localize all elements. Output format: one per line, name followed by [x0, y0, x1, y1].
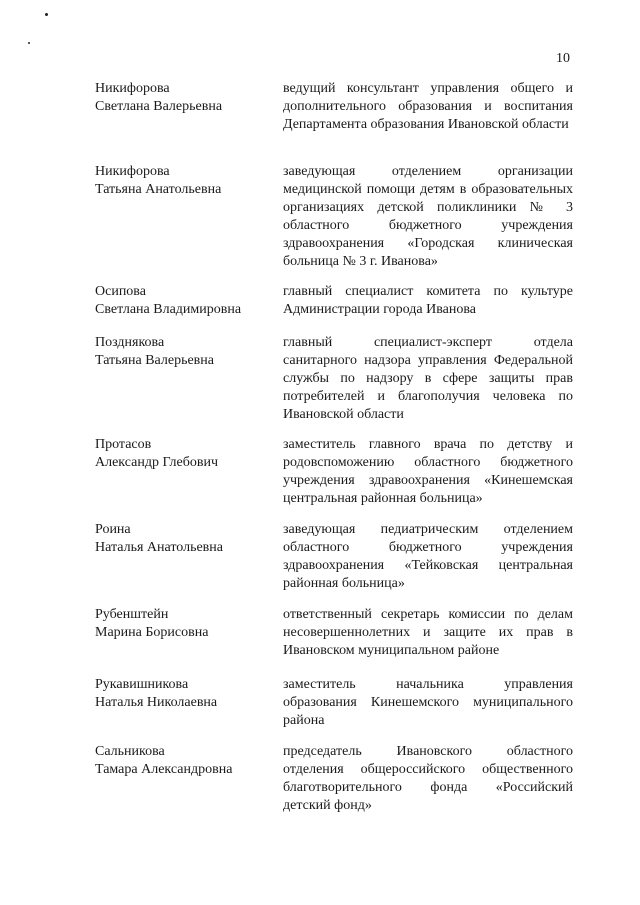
surname: Осипова [95, 284, 146, 299]
position-description: заместитель главного врача по детству и родовспоможению областного бюджетного учреждения здравоохранения «Кинешемская центральная районная больница» [283, 437, 573, 506]
person-name [95, 436, 265, 472]
surname: Рубенштейн [95, 607, 169, 622]
given-names: Тамара Александровна [95, 762, 233, 777]
given-names: Александр Глебович [95, 455, 218, 470]
surname: Никифорова [95, 81, 170, 96]
surname: Роина [95, 522, 131, 537]
given-names: Марина Борисовна [95, 625, 209, 640]
given-names: Наталья Анатольевна [95, 540, 224, 555]
position-description: заместитель начальника управления образования Кинешемского муниципального района [283, 677, 573, 728]
person-name [95, 80, 265, 116]
given-names: Светлана Валерьевна [95, 99, 223, 114]
position-description: главный специалист-эксперт отдела санитарного надзора управления Федеральной службы по надзору в сфере защиты прав потребителей и благополучия человека по Ивановской области [283, 335, 573, 422]
position-description: заведующая отделением организации медицинской помощи детям в образовательных организациях детской поликлиники № 3 областного бюджетного учреждения здравоохранения «Городская клиническая больница № 3 г. Иванова» [283, 164, 573, 269]
given-names: Татьяна Валерьевна [95, 353, 214, 368]
person-name [95, 283, 265, 319]
given-names: Татьяна Анатольевна [95, 182, 222, 197]
person-name [95, 521, 265, 557]
page-number: 10 [556, 51, 570, 66]
surname: Никифорова [95, 164, 170, 179]
scan-speck [28, 42, 30, 44]
position-description: председатель Ивановского областного отделения общероссийского общественного благотворительного фонда «Российский детский фонд» [283, 744, 573, 813]
given-names: Наталья Николаевна [95, 695, 218, 710]
person-name [95, 606, 265, 642]
person-name [95, 163, 265, 199]
surname: Позднякова [95, 335, 165, 350]
person-name [95, 676, 265, 712]
position-description: ведущий консультант управления общего и дополнительного образования и воспитания Департамента образования Ивановской области [283, 81, 573, 132]
surname: Протасов [95, 437, 152, 452]
given-names: Светлана Владимировна [95, 302, 242, 317]
person-name [95, 743, 265, 779]
position-description: ответственный секретарь комиссии по делам несовершеннолетних и защите их прав в Ивановском муниципальном районе [283, 607, 573, 658]
surname: Сальникова [95, 744, 165, 759]
position-description: заведующая педиатрическим отделением областного бюджетного учреждения здравоохранения «Тейковская центральная районная больница» [283, 522, 573, 591]
position-description: главный специалист комитета по культуре Администрации города Иванова [283, 284, 573, 317]
surname: Рукавишникова [95, 677, 189, 692]
person-name [95, 334, 265, 370]
scan-speck [45, 13, 48, 16]
